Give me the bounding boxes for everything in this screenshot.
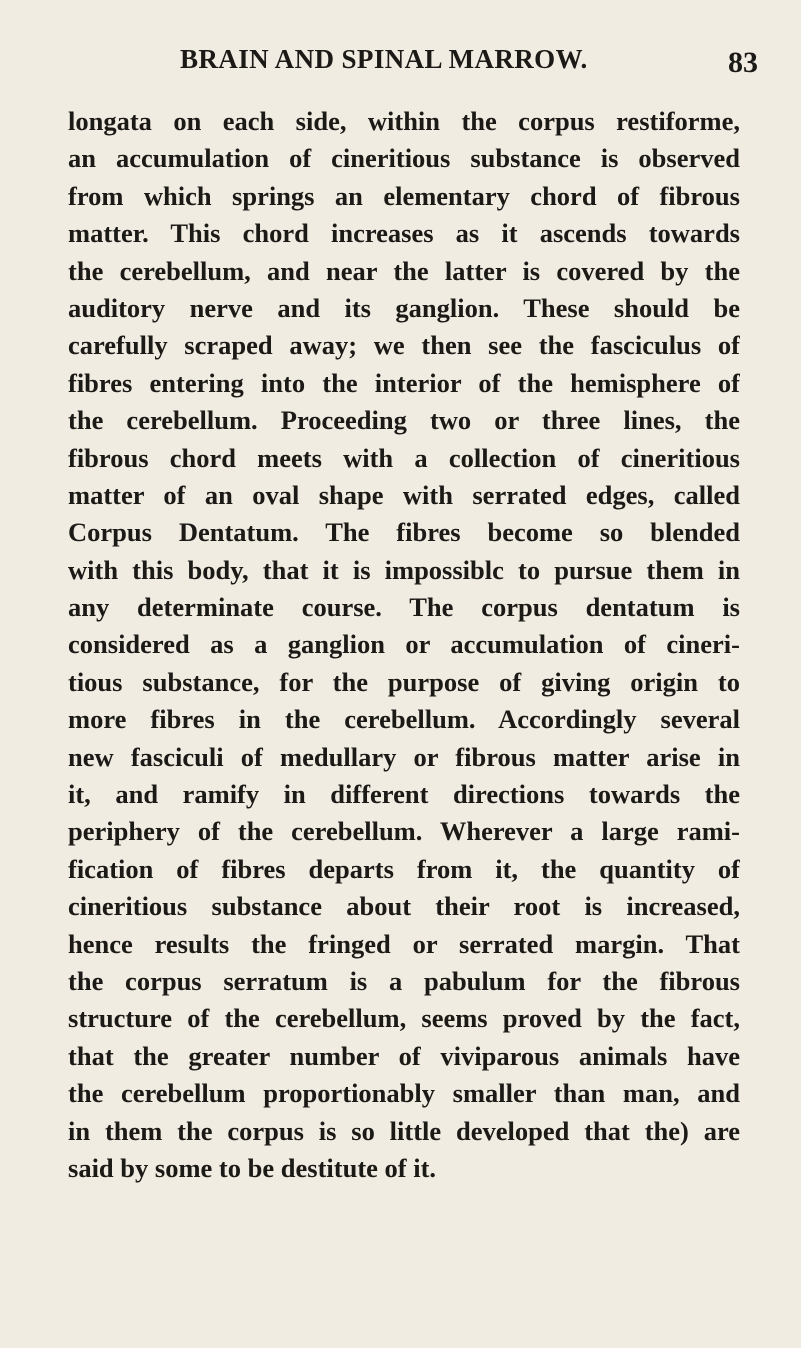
text-line: matter of an oval shape with serrated edges, called <box>68 479 740 510</box>
text-line: an accumulation of cineritious substance is observed <box>68 143 740 174</box>
text-line: tious substance, for the purpose of giving origin to <box>68 666 740 697</box>
text-line: the cerebellum, and near the latter is covered by the <box>68 255 740 286</box>
text-line: longata on each side, within the corpus restiforme, <box>68 106 740 136</box>
text-line: Corpus Dentatum. The fibres become so blended <box>68 517 740 548</box>
text-line: cineritious substance about their root is increased, <box>68 891 740 922</box>
page-number: 83 <box>728 46 758 79</box>
text-line: fibrous chord meets with a collection of cineritious <box>68 442 740 473</box>
text-line: with this body, that it is impossiblc to pursue them in <box>68 554 740 585</box>
text-line: from which springs an elementary chord of fibrous <box>68 180 740 211</box>
text-line: it, and ramify in different directions towards the <box>68 779 740 810</box>
text-line: said by some to be destitute of it. <box>68 1152 437 1183</box>
text-line: structure of the cerebellum, seems proved by the fact, <box>68 1003 740 1034</box>
running-title: BRAIN AND SPINAL MARROW. <box>180 44 588 74</box>
text-line: carefully scraped away; we then see the fasciculus of <box>68 330 740 361</box>
text-line: periphery of the cerebellum. Wherever a large rami- <box>68 816 740 847</box>
text-line: new fasciculi of medullary or fibrous matter arise in <box>68 741 740 772</box>
text-line: the cerebellum proportionably smaller than man, and <box>68 1078 740 1109</box>
text-line: auditory nerve and its ganglion. These should be <box>68 292 740 323</box>
text-line: more fibres in the cerebellum. Accordingly several <box>68 704 740 735</box>
text-line: fibres entering into the interior of the hemisphere of <box>68 367 740 398</box>
text-line: that the greater number of viviparous animals have <box>68 1040 740 1071</box>
body-paragraph <box>68 103 740 1187</box>
text-line: matter. This chord increases as it ascends towards <box>68 218 740 249</box>
text-line: any determinate course. The corpus dentatum is <box>68 592 740 623</box>
text-line: hence results the fringed or serrated margin. That <box>68 928 740 959</box>
text-line: the cerebellum. Proceeding two or three lines, the <box>68 405 740 436</box>
text-line: in them the corpus is so little developed that the) are <box>68 1115 740 1146</box>
text-line: considered as a ganglion or accumulation of cineri- <box>68 629 740 660</box>
running-header <box>0 44 801 84</box>
text-line: the corpus serratum is a pabulum for the fibrous <box>68 965 740 996</box>
text-line: fication of fibres departs from it, the quantity of <box>68 853 740 884</box>
